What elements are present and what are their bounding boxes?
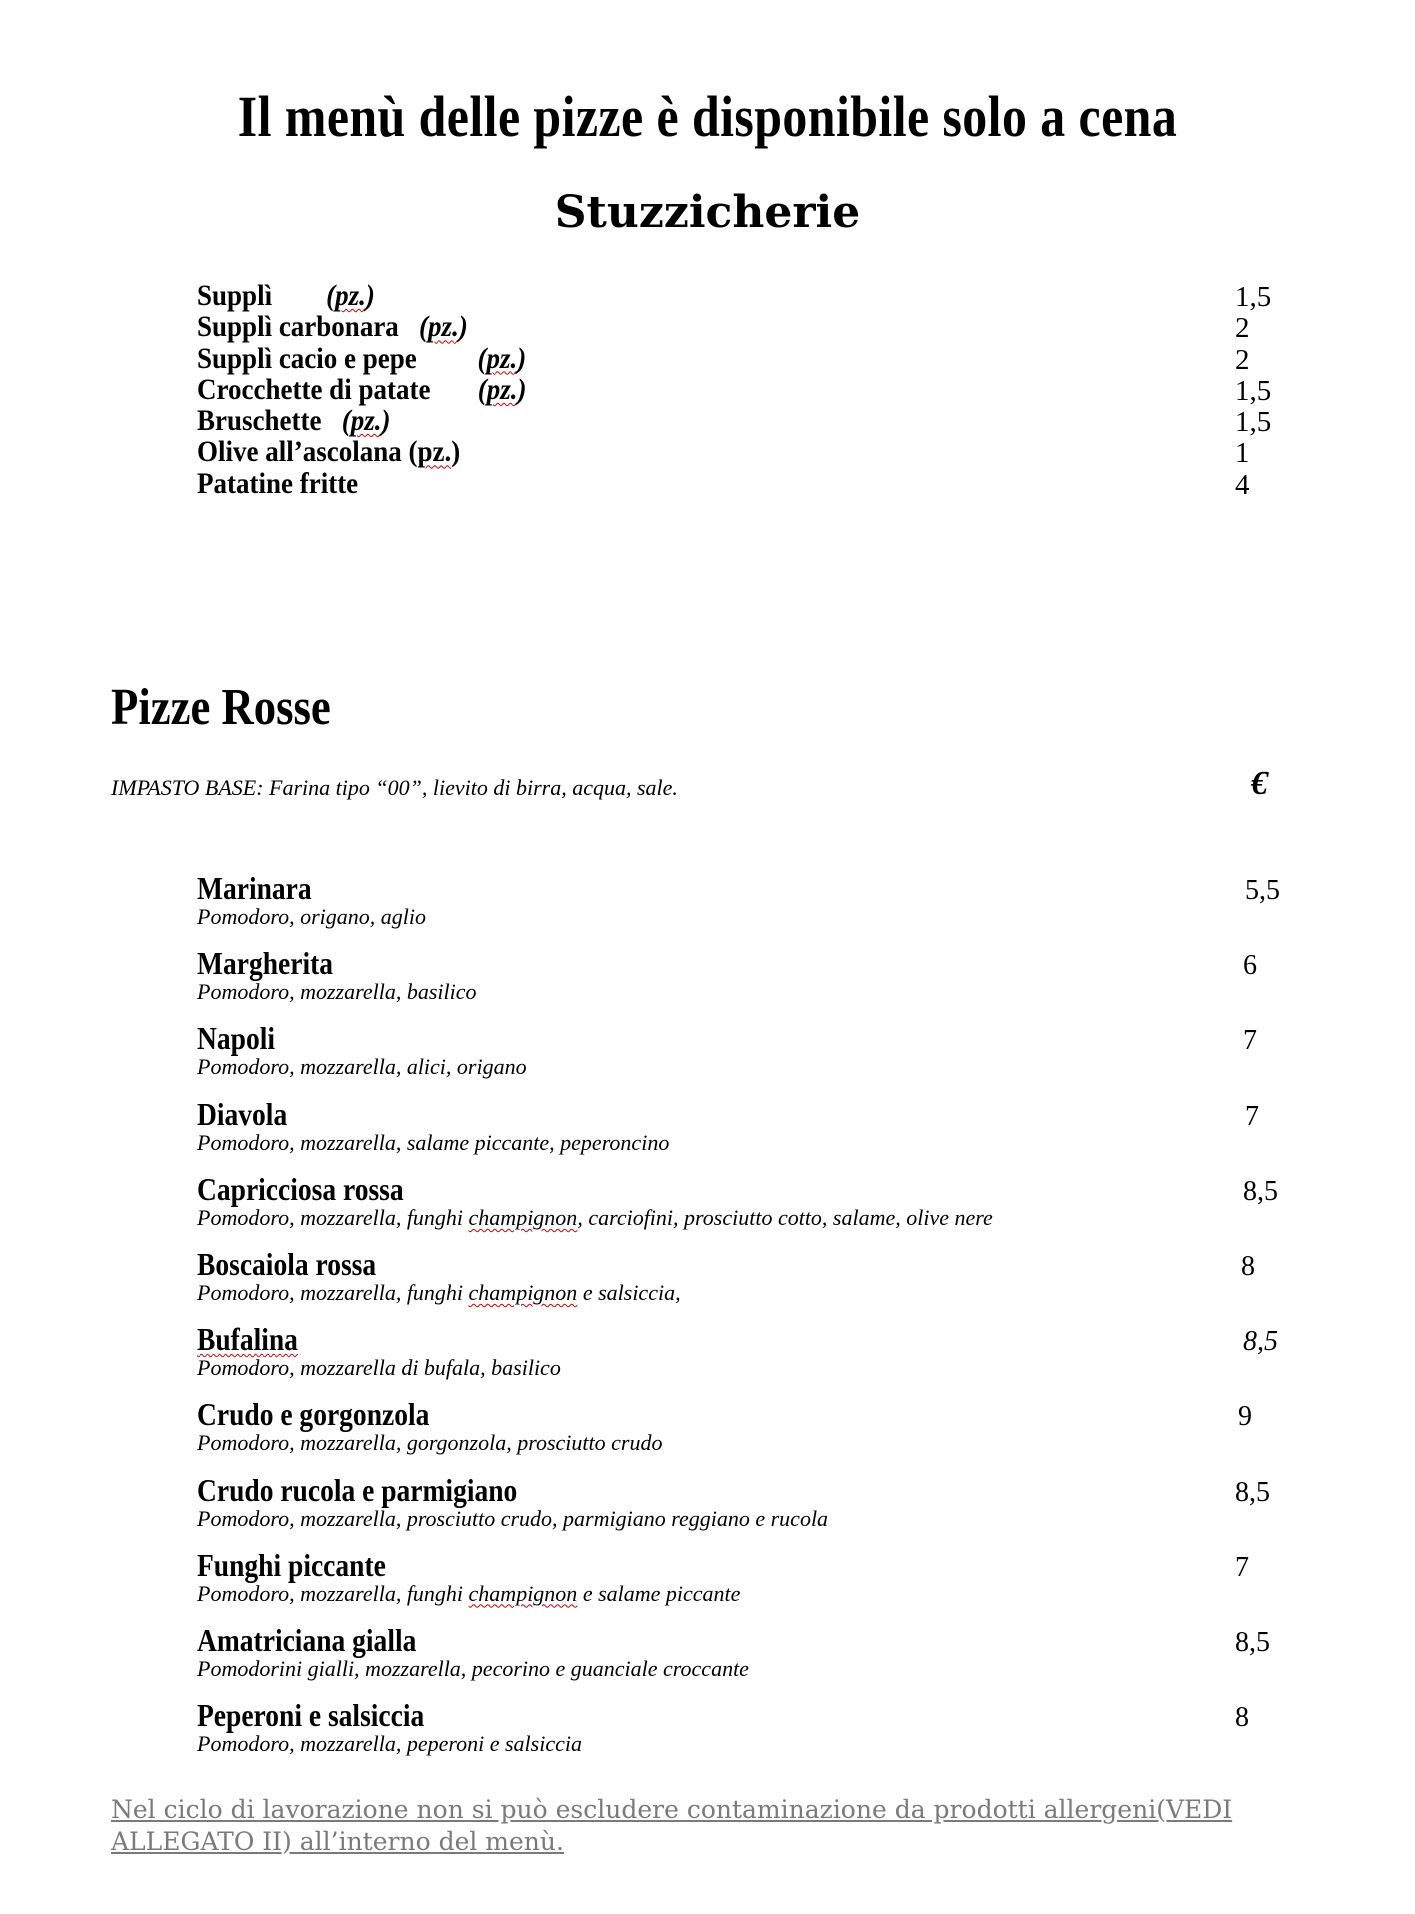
pizza-ingredients: Pomodoro, mozzarella, funghi champignon e salame piccante [197,1580,741,1606]
pizza-ingredients: Pomodoro, mozzarella, gorgonzola, prosciutto crudo [197,1430,663,1456]
list-item [197,280,1297,311]
page-title: Il menù delle pizze è disponibile solo a cena [237,84,1178,149]
starter-name: Supplì cacio e pepe (pz.) [197,341,527,375]
starter-price: 1,5 [1235,406,1272,439]
pizza-price: 9 [1238,1401,1252,1433]
pizza-price: 8 [1235,1702,1249,1734]
list-item [197,343,1297,374]
list-item [197,435,1297,470]
pizza-ingredients: Pomodoro, mozzarella, basilico [197,979,477,1005]
starter-name: Olive all’ascolana (pz.) [197,435,461,469]
pizza-name: Boscaiola rossa [197,1245,377,1282]
starter-price: 2 [1235,312,1250,345]
starter-name: Supplì (pz.) [197,279,375,312]
pizza-price: 8,5 [1243,1175,1278,1207]
pizza-price: 7 [1243,1025,1257,1057]
pizza-name: Capricciosa rossa [197,1170,404,1207]
pizza-price: 5,5 [1245,875,1280,906]
pizza-name: Crudo e gorgonzola [197,1396,430,1433]
pizza-price: 8,5 [1235,1626,1270,1658]
list-item [197,1097,1317,1172]
list-item [197,1623,1317,1698]
pizza-ingredients: Pomodoro, mozzarella, funghi champignon, carciofini, prosciutto cotto, salame, olive nere [197,1204,993,1230]
list-item [197,1021,1317,1096]
list-item [197,1698,1317,1773]
pizza-name: Diavola [197,1095,288,1132]
list-item [197,404,1297,439]
list-item [197,946,1317,1021]
pizza-name: Amatriciana gialla [197,1621,417,1658]
starters-section-title: Stuzzicherie [554,187,861,238]
pizza-price: 8,5 [1235,1476,1270,1508]
pizza-name: Bufalina [197,1321,298,1358]
list-item [197,468,1297,499]
pizza-name: Marinara [197,870,312,906]
list-item [197,310,1297,345]
pizza-name: Funghi piccante [197,1546,386,1583]
starter-name: Bruschette (pz.) [197,404,391,438]
pizza-name: Crudo rucola e parmigiano [197,1471,518,1508]
list-item [197,1473,1317,1548]
pizza-ingredients: Pomodoro, mozzarella, prosciutto crudo, parmigiano reggiano e rucola [197,1505,829,1531]
pizza-name: Napoli [197,1020,275,1057]
starters-list [197,280,1297,499]
pizza-ingredients: Pomodoro, mozzarella, salame piccante, peperoncino [197,1129,670,1155]
list-item [197,1548,1317,1623]
list-item [197,1397,1317,1472]
pizza-name: Peperoni e salsiccia [197,1697,425,1734]
pizza-name: Margherita [197,945,334,982]
pizza-price: 8,5 [1243,1326,1278,1358]
list-item [197,1172,1317,1247]
pizza-list [197,871,1317,1773]
pizza-ingredients: Pomodorini gialli, mozzarella, pecorino e guanciale croccante [197,1655,749,1681]
starter-price: 1,5 [1235,281,1272,313]
pizza-price: 8 [1241,1250,1255,1282]
pizza-ingredients: Pomodoro, mozzarella, peperoni e salsiccia [197,1731,582,1757]
starter-price: 4 [1235,468,1250,501]
pizze-rosse-section-title: Pizze Rosse [111,679,331,736]
starter-price: 1 [1235,437,1250,470]
list-item [197,1322,1317,1397]
dough-note: IMPASTO BASE: Farina tipo “00”, lievito di birra, acqua, sale. [111,775,678,800]
pizza-ingredients: Pomodoro, origano, aglio [197,904,426,929]
starter-name: Supplì carbonara (pz.) [197,310,468,344]
pizza-ingredients: Pomodoro, mozzarella di bufala, basilico [197,1355,561,1381]
starter-name: Patatine fritte [197,466,359,500]
pizza-ingredients: Pomodoro, mozzarella, funghi champignon e salsiccia, [197,1279,681,1305]
list-item [197,871,1317,946]
pizza-ingredients: Pomodoro, mozzarella, alici, origano [197,1054,527,1080]
pizza-price: 6 [1243,950,1257,982]
starter-price: 2 [1235,343,1250,376]
currency-symbol: € [1251,765,1268,802]
list-item [197,1247,1317,1322]
pizza-price: 7 [1245,1100,1259,1132]
list-item [197,374,1297,405]
pizza-price: 7 [1235,1551,1249,1583]
starter-price: 1,5 [1235,374,1272,407]
starter-name: Crocchette di patate (pz.) [197,372,527,406]
allergen-notice: Nel ciclo di lavorazione non si può escludere contaminazione da prodotti allergeni(VEDI ALLEGATO II) all’interno del menù. [111,1795,1233,1856]
